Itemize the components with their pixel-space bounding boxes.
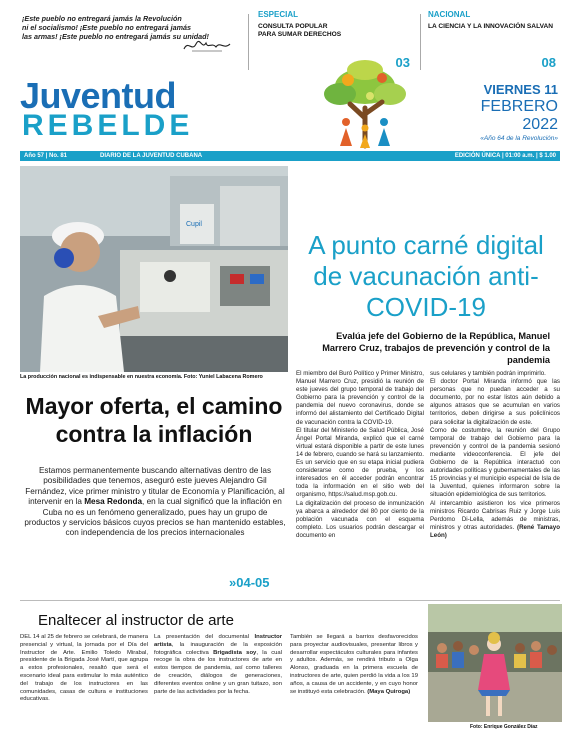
vaccine-column-2 <box>430 370 560 540</box>
main-headline[interactable]: Mayor oferta, el camino contra la inflación <box>25 393 283 447</box>
paragraph <box>290 634 418 696</box>
main-body <box>24 466 286 539</box>
section-divider <box>20 600 560 601</box>
byline: (René Tamayo León) <box>430 523 560 539</box>
teaser-page: 08 <box>541 55 556 70</box>
slogan-line: ¡Este pueblo no entregará jamás la Revolución <box>22 14 182 23</box>
factory-photo[interactable] <box>20 166 288 372</box>
teaser-title-line: LA CIENCIA Y LA INNOVACIÓN SALVAN <box>428 23 554 30</box>
instructor-headline[interactable]: Enaltecer al instructor de arte <box>38 612 234 629</box>
date-anniversary: «Año 64 de la Revolución» <box>480 135 558 142</box>
slogan-line: las armas! ¡Este pueblo no entregará jamás su unidad! <box>22 32 209 41</box>
masthead-juventud: Juventud <box>20 75 177 116</box>
tree-logo <box>310 56 420 152</box>
instructor-column-1 <box>20 634 148 704</box>
factory-photo-image <box>20 166 288 372</box>
vaccine-column-1 <box>296 370 424 540</box>
paragraph-text: , la cual recoge la obra de los instructores de arte en estos tiempos de pandemia, así como talleres de creación, diálogos de generaciones, diferentes eventos online y un gran tuitazo, son parte de las actividades por la fecha. <box>154 649 283 695</box>
paragraph: Como de costumbre, la reunión del Grupo temporal de trabajo del Gobierno para la prevención y control de la pandemia sesionó mediante videoconferencia. El jefe del Gobierno de la República interactuó con autoridades políticas y gubernamentales de las 15 provincias y el municipio especial de Isla de la Juventud, quienes informaron sobre la situación epidemiológica de sus territorios. <box>430 426 560 499</box>
date-month: FEBRERO <box>480 98 558 115</box>
teaser-title-line: CONSULTA POPULAR <box>258 23 328 30</box>
teaser-page: 03 <box>395 55 410 70</box>
paragraph-text: Al intercambio asistieron los vice primeros ministros Ricardo Cabrisas Ruiz y Jorge Luis Perdomo Di-Lella, además de ministras, ministros y otras autoridades. <box>430 499 560 531</box>
main-body-text: , en la cual significó que la inflación en Cuba no es un fenómeno generalizado, pues hay un grupo de productos y servicios básicos cuyos precios se han mantenido estables, con independencia de los precios internacionales <box>24 497 286 538</box>
documentary-title: Instructor artista <box>154 634 282 648</box>
slogan-line: ni el socialismo! ¡Este pueblo no entregará jamás <box>22 23 191 32</box>
teaser-title <box>258 23 414 39</box>
teaser-title-line: PARA SUMAR DERECHOS <box>258 31 342 38</box>
paragraph: El doctor Portal Miranda informó que las personas que no puedan acceder a su documento, por no estar listos aún debido a algunos atrasos que se acumulan en varios territorios, deben dirigirse a sus policlínicos para solicitar la digitalización de este. <box>430 378 560 426</box>
paragraph: El titular del Ministerio de Salud Pública, José Ángel Portal Miranda, explicó que el carné virtual estará disponible a partir de este lunes 14 de febrero, cuando se hará su lanzamiento. <box>296 426 424 458</box>
paragraph: Es un servicio que en su etapa inicial pudiera considerarse como de prueba, y los interesados en él acceder podrán encontrar toda la información en el sitio web del organismo, https://salud.msp.gob.cu. <box>296 459 424 499</box>
paragraph: El miembro del Buró Político y Primer Ministro, Manuel Marrero Cruz, presidió la reunión de este jueves del grupo temporal de trabajo del Gobierno para la prevención y control de la pandemia del nuevo coronavirus, donde se informó del alistamiento del Certificado Digital de vacunación contra la COVID-19. <box>296 370 424 426</box>
info-bar <box>20 151 560 161</box>
vaccine-headline[interactable]: A punto carné digital de vacunación anti-COVID-19 <box>308 230 544 322</box>
teaser-section: ESPECIAL <box>258 10 299 19</box>
teaser-nacional[interactable] <box>428 10 560 70</box>
teaser-section: NACIONAL <box>428 10 471 19</box>
date-day: VIERNES 11 <box>483 82 558 97</box>
performance-photo[interactable] <box>428 604 562 722</box>
paragraph: La digitalización del proceso de inmunización ya abarca a alrededor del 80 por ciento de la población vacunada con el esquema completo. Los usuarios podrán descargar el documento en <box>296 499 424 539</box>
paragraph <box>430 500 560 540</box>
byline: (Maya Quiroga) <box>367 688 411 695</box>
paragraph-text: La presentación del documental <box>154 634 255 640</box>
slogan <box>22 14 222 41</box>
date-year: 2022 <box>522 116 558 133</box>
paragraph-text: , la inauguración de la exposición fotográfica colectiva <box>154 641 282 656</box>
instructor-column-3 <box>290 634 418 696</box>
vaccine-subhead: Evalúa jefe del Gobierno de la República, Manuel Marrero Cruz, trabajos de prevención y control de la pandemia <box>322 331 550 365</box>
issue-number: Año 57 | No. 81 <box>24 152 68 159</box>
masthead-rebelde: REBELDE <box>22 109 194 142</box>
photo-caption: La producción nacional es indispensable en nuestra economía. Foto: Yuniel Labacena Romero <box>20 374 263 380</box>
mesa-redonda: Mesa Redonda <box>84 497 143 507</box>
tagline: DIARIO DE LA JUVENTUD CUBANA <box>100 152 203 159</box>
box-label: Cupil <box>186 221 202 228</box>
edition-info: EDICIÓN ÚNICA | 01:00 a.m. | $ 1.00 <box>454 152 556 159</box>
paragraph: sus celulares y también podrán imprimirlo. <box>430 370 546 377</box>
instructor-column-2 <box>154 634 282 696</box>
paragraph <box>154 634 282 696</box>
photo-caption: Foto: Enrique González Díaz <box>470 724 538 730</box>
paragraph-text: También se llegará a barrios desfavorecidos para proyectar audiovisuales, presentar libros y desarrollar espectáculos culturales para infantes y adultos. Además, se rendirá tributo a Olga Alonso, graduada en la primera escuela de instructores de arte, quien perdió la vida a los 19 años, a causa de un accidente, y en cuyo honor se instituyó esta celebración. <box>290 634 418 695</box>
signature-graphic <box>182 38 232 54</box>
exhibition-title: Brigadista soy <box>213 649 257 656</box>
performance-photo-image <box>428 604 562 722</box>
page-reference[interactable]: »04-05 <box>229 575 270 590</box>
teaser-title <box>428 23 560 31</box>
main-body-text: Estamos permanentemente buscando alternativas dentro de las posibilidades que tenemos, aseguró este jueves Alejandro Gil Fernández, vice primer ministro y titular de Economía y Planificación, al intervenir en la <box>25 466 285 507</box>
paragraph: DEL 14 al 25 de febrero se celebrará, de manera presencial y virtual, la jornada por el Día del Instructor de Arte. Emilio Toledo Mirabal, presidente de la Brigada José Martí, que agrupa a estos profesionales, resaltó que será el escenario ideal para estimular lo más auténtico del trabajo de los instructores en las comunidades, casas de cultura e instituciones educativas. <box>20 634 148 703</box>
